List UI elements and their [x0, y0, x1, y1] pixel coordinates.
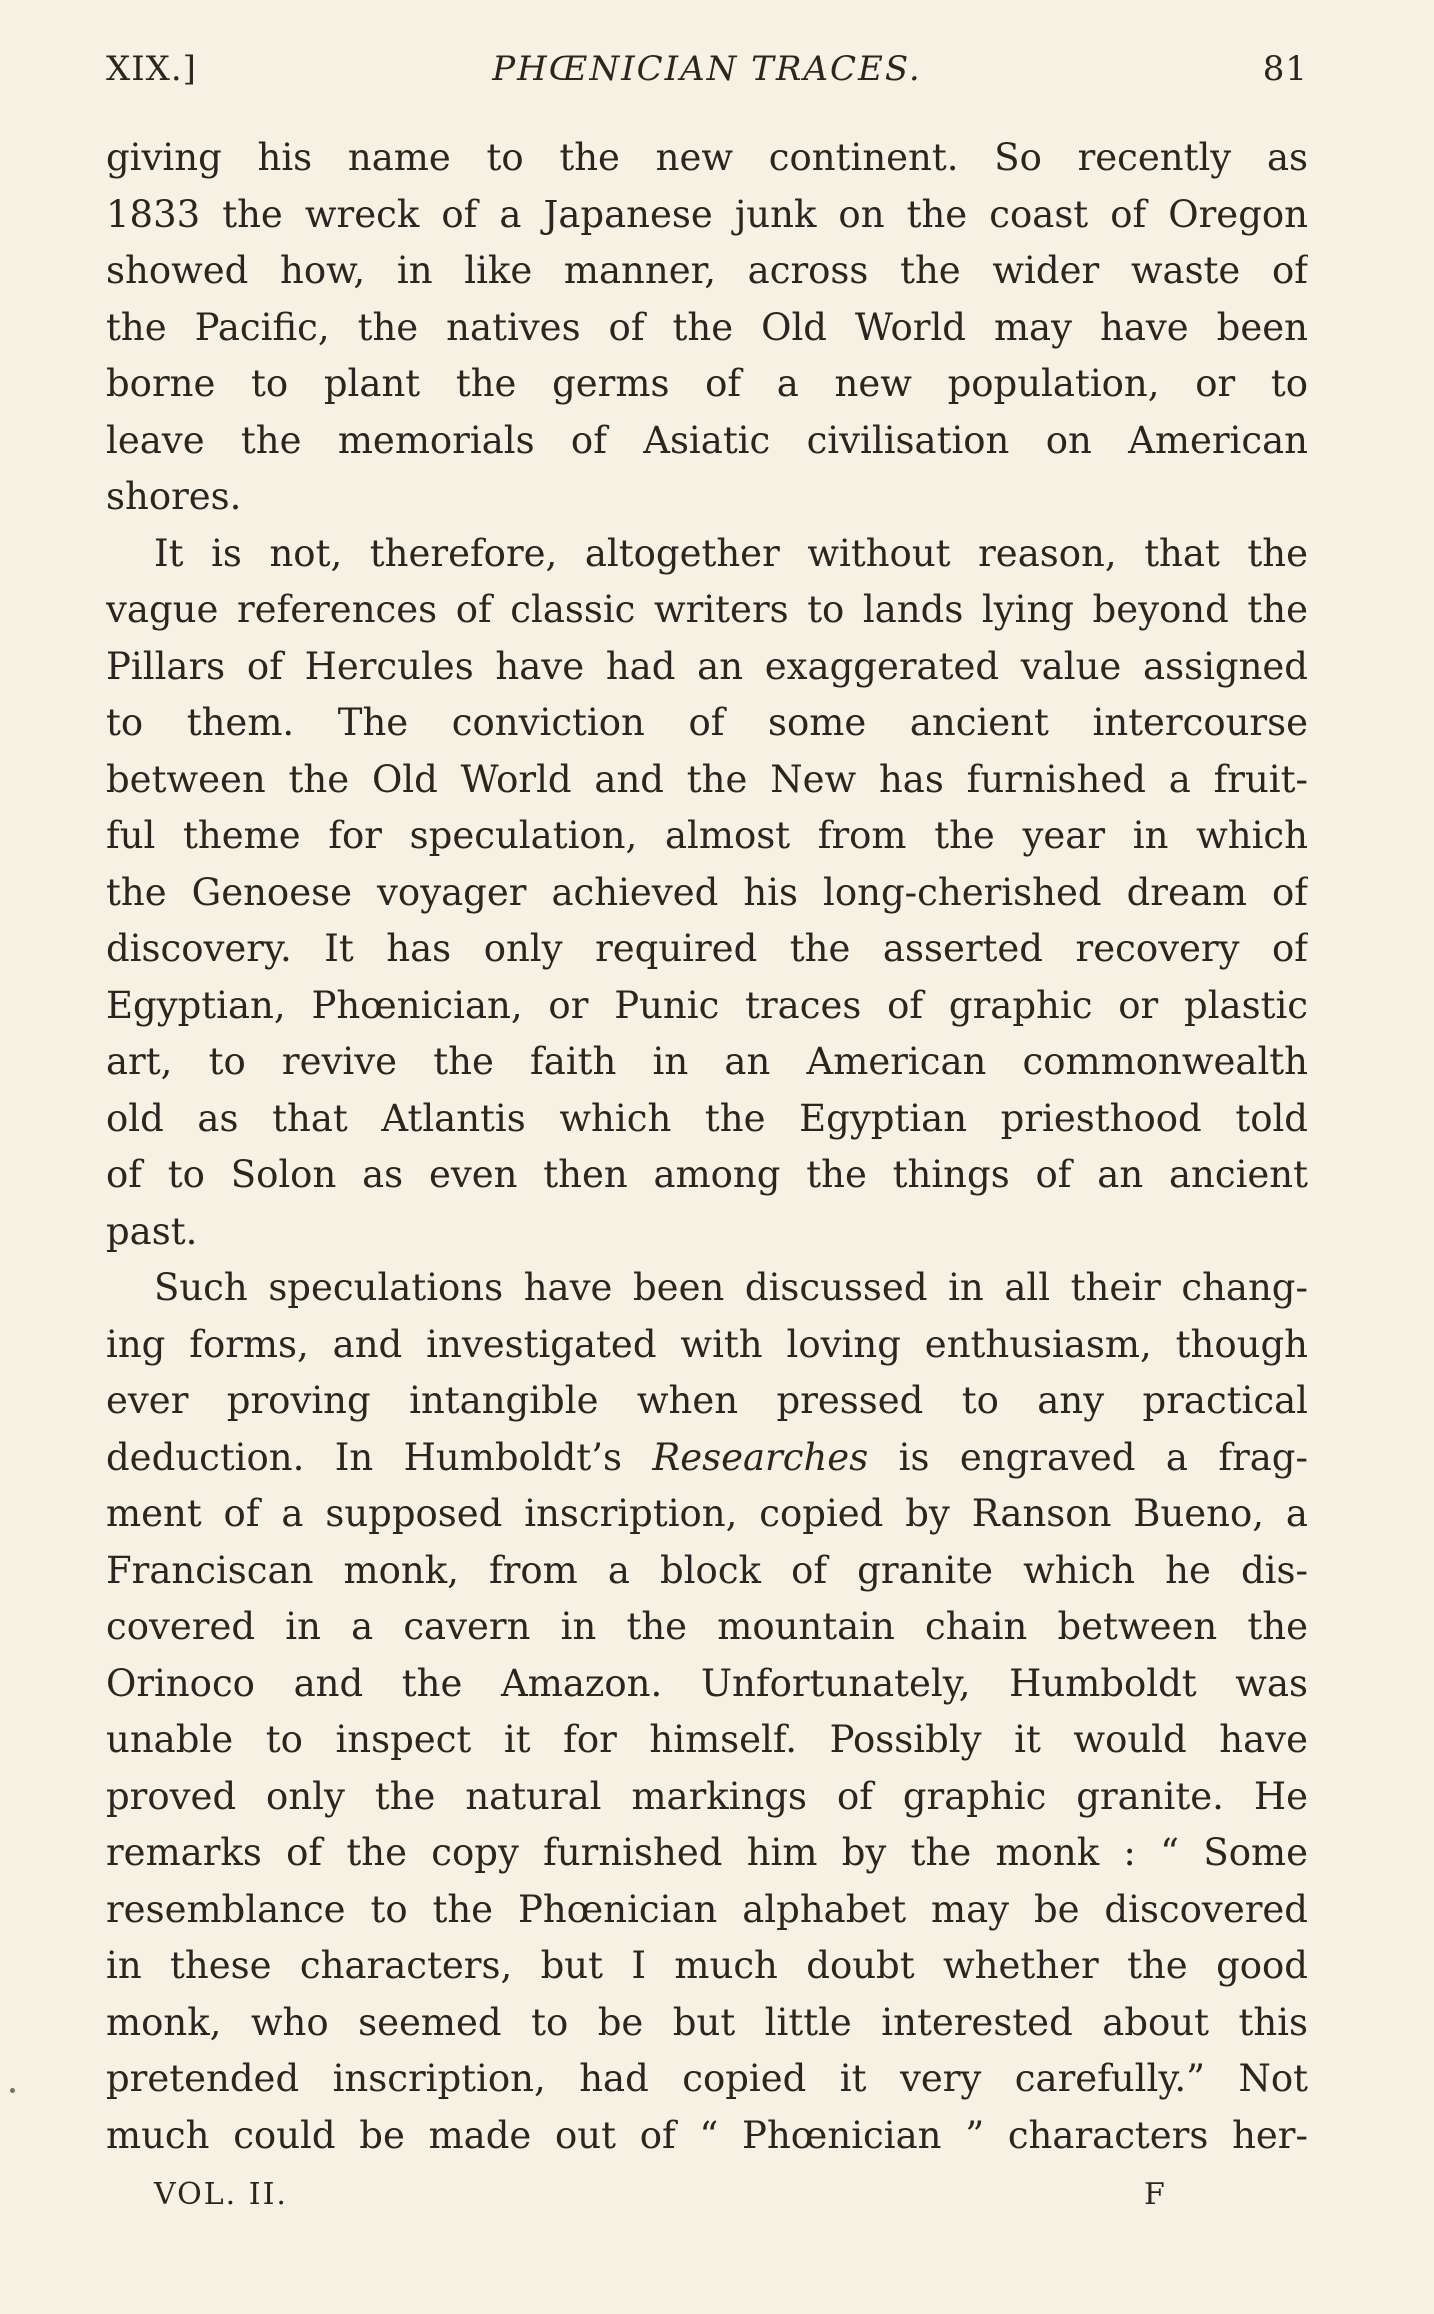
signature-mark: F [1144, 2177, 1167, 2212]
text-line: Egyptian, Phœnician, or Punic traces of graphic or plastic [106, 983, 1308, 1027]
text-line: leave the memorials of Asiatic civilisation on American [106, 418, 1308, 462]
text-fragment: is engraved a frag- [898, 1435, 1308, 1479]
text-line: monk, who seemed to be but little interested about this [106, 2000, 1308, 2044]
text-line: the Genoese voyager achieved his long-cherished dream of [106, 870, 1308, 914]
text-line: in these characters, but I much doubt whether the good [106, 1944, 1308, 1987]
text-line: pretended inscription, had copied it very carefully.” Not [106, 2057, 1308, 2100]
text-line: borne to plant the germs of a new population, or to [106, 362, 1308, 405]
text-line: ment of a supposed inscription, copied by Ranson Bueno, a [106, 1492, 1308, 1535]
text-line: Such speculations have been discussed in all their chang- [154, 1266, 1308, 1309]
text-line: much could be made out of “ Phœnician ” characters her- [106, 2113, 1308, 2157]
text-line [106, 1430, 1308, 1487]
text-line: remarks of the copy furnished him by the monk : “ Some [106, 1831, 1308, 1874]
text-line: ful theme for speculation, almost from the year in which [106, 814, 1308, 857]
text-line: vague references of classic writers to lands lying beyond the [106, 588, 1308, 631]
text-line: of to Solon as even then among the things of an ancient [106, 1153, 1308, 1196]
text-line: ever proving intangible when pressed to any practical [106, 1379, 1308, 1422]
text-line: old as that Atlantis which the Egyptian priesthood told [106, 1096, 1308, 1140]
text-line: to them. The conviction of some ancient intercourse [106, 701, 1308, 744]
text-line: shores. [106, 475, 242, 518]
margin-speck [10, 2088, 15, 2093]
running-title: PHŒNICIAN TRACES. [492, 49, 922, 89]
text-line: showed how, in like manner, across the wider waste of [106, 249, 1308, 292]
text-line: resemblance to the Phœnician alphabet may be discovered [106, 1887, 1308, 1931]
text-line: Franciscan monk, from a block of granite which he dis- [106, 1548, 1308, 1592]
book-title: Researches [652, 1435, 869, 1479]
text-line: discovery. It has only required the asserted recovery of [106, 927, 1308, 970]
page-footer [106, 2170, 1308, 2220]
text-line: 1833 the wreck of a Japanese junk on the coast of Oregon [106, 192, 1308, 236]
text-line: the Pacific, the natives of the Old World may have been [106, 305, 1308, 349]
page-number: 81 [1262, 49, 1308, 89]
text-line: unable to inspect it for himself. Possibly it would have [106, 1718, 1308, 1761]
text-line: giving his name to the new continent. So recently as [106, 136, 1308, 179]
text-line: It is not, therefore, altogether without reason, that the [154, 531, 1308, 575]
text-line: art, to revive the faith in an American commonwealth [106, 1040, 1308, 1083]
volume-label: VOL. II. [154, 2177, 288, 2212]
text-line: Orinoco and the Amazon. Unfortunately, Humboldt was [106, 1661, 1308, 1705]
text-line: between the Old World and the New has furnished a fruit- [106, 757, 1308, 801]
running-head [106, 44, 1308, 94]
text-line: past. [106, 1209, 198, 1253]
body-text [106, 130, 1308, 2164]
text-line: Pillars of Hercules have had an exaggerated value assigned [106, 644, 1308, 688]
text-fragment: deduction. In Humboldt’s [106, 1435, 622, 1479]
text-line: proved only the natural markings of graphic granite. He [106, 1774, 1308, 1818]
text-line: covered in a cavern in the mountain chain between the [106, 1605, 1308, 1648]
chapter-number: XIX.] [106, 49, 197, 89]
text-line: ing forms, and investigated with loving enthusiasm, though [106, 1322, 1308, 1366]
